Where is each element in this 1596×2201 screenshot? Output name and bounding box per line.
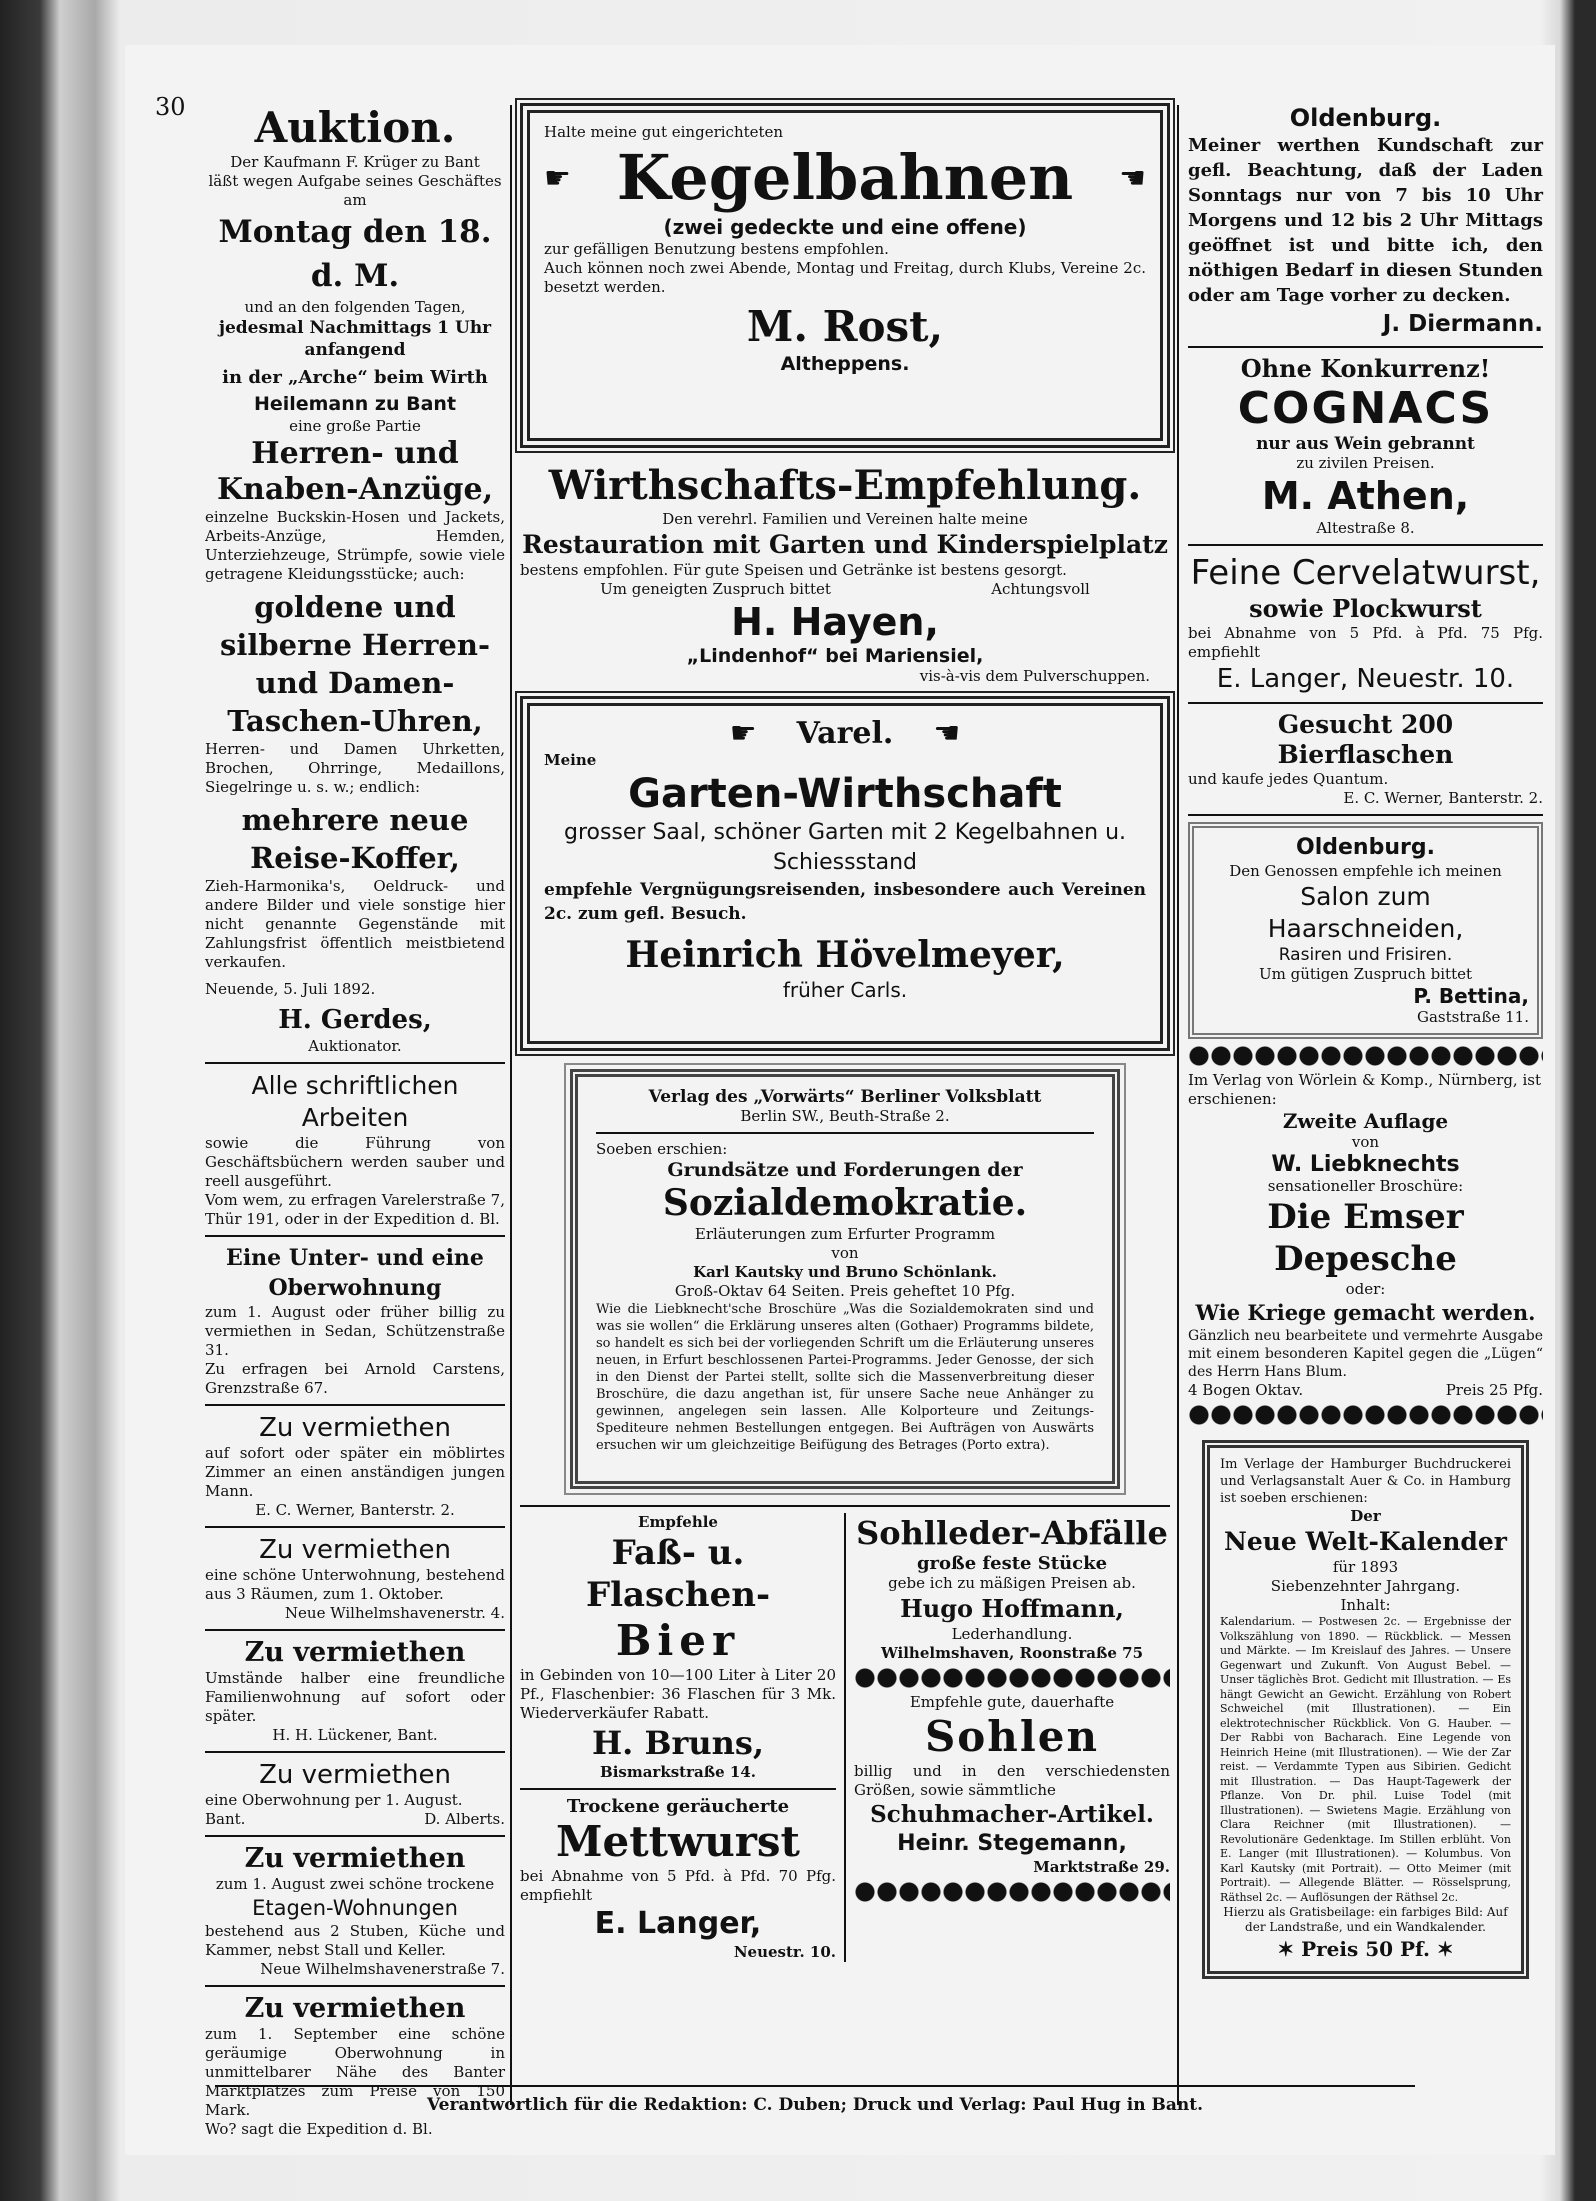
barber-line1: Den Genossen empfehle ich meinen (1229, 862, 1502, 880)
vorwaerts-title: Sozialdemokratie. (662, 1182, 1028, 1224)
vorwaerts-line4: Groß-Oktav 64 Seiten. Preis geheftet 10 Pfg. (674, 1282, 1016, 1300)
restaurant-ad (520, 462, 1170, 686)
rent-3-text: Umstände halber eine freundliche Familienwohnung auf sofort oder später. (205, 1669, 505, 1725)
varel-big: Garten-Wirthschaft (628, 771, 1062, 817)
oldenburg-shop-ad (1188, 103, 1543, 340)
restaurant-place: „Lindenhof“ bei Mariensiel, (686, 645, 984, 667)
cervelat-big: Feine Cervelatwurst, (1190, 553, 1541, 593)
bowling-sub: (zwei gedeckte und eine offene) (663, 215, 1027, 239)
varel-garden-ad (520, 696, 1170, 1051)
dot-ornament-row (854, 1881, 1170, 1903)
bottom-ads-left (520, 1513, 846, 1962)
divider (520, 1788, 836, 1790)
divider (205, 1404, 505, 1406)
apartment-1-text: zum 1. August oder früher billig zu vermiethen in Sedan, Schützenstraße 31. (205, 1303, 505, 1359)
emser-foot-a: 4 Bogen Oktav. (1188, 1381, 1304, 1399)
divider (520, 1505, 1170, 1507)
cognac-name: M. Athen, (1261, 474, 1470, 518)
calendar-body: Kalendarium. — Postwesen 2c. — Ergebnisse der Volkszählung von 1890. — Rückblick. — Messen und Märkte. — Im Kreislauf des Jahres. — Unsere Gegenwart und Zukunft. Von August Bebel. — Unser täglichès Brot. Gedicht mit Illustration. — Es hängt Gewicht an Gewicht. Erzählung von Robert Schweichel (mit Illustrationen). — Ein elektrotechnischer Rückblick. Von G. Hauber. — Der Rabbi von Bacharach. Eine Legende von Heinrich Heine (mit Illustrationen). — Wie der Zar reist. — Verdammte Typen aus Sibirien. Gedicht mit Illustration. — Das Haupt-Tagewerk der Pflanze. Von Dr. phil. Luise Todel (mit Illustrationen). — Swietens Magie. Erzählung von Clara Reichner (mit Illustrationen). — Revolutionäre Gedenktage. Im Stillen erblüht. Von E. Langer (mit Illustrationen). — Kolumbus. Von Karl Kautsky (mit Portrait). — Otto Meimer (mit Portrait). — Allegende Blätter. — Rösselsprung, Räthsel 2c. — Auflösungen der Räthsel 2c. (1220, 1615, 1511, 1904)
bowling-line1: Halte meine gut eingerichteten (544, 123, 784, 141)
restaurant-line3b: Achtungsvoll (991, 580, 1090, 598)
writing-services-ad (205, 1070, 505, 1229)
soles-big2: Schuhmacher-Artikel. (870, 1801, 1154, 1828)
calendar-ad (1202, 1440, 1529, 1979)
calendar-price-row (1220, 1935, 1511, 1963)
barber-line3: Um gütigen Zuspruch bittet (1258, 965, 1473, 983)
auction-line7: eine große Partie (289, 417, 421, 435)
calendar-line1: Im Verlage der Hamburger Buchdruckerei und Verlagsanstalt Auer & Co. in Hamburg ist soeben erschienen: (1220, 1457, 1511, 1506)
bottles-title: Gesucht 200 Bierflaschen (1277, 710, 1454, 769)
star-ornament-icon: ✶ (1277, 1937, 1302, 1961)
apartment-1-title: Eine Unter- und eine Oberwohnung (226, 1245, 484, 1301)
restaurant-line1: Den verehrl. Familien und Vereinen halte meine (662, 510, 1028, 528)
restaurant-line2: bestens empfohlen. Für gute Speisen und Getränke ist bestens gesorgt. (520, 561, 1067, 579)
auction-signature: H. Gerdes, (278, 1005, 432, 1035)
mettwurst-text: bei Abnahme von 5 Pfd. à Pfd. 70 Pfg. empfiehlt (520, 1867, 836, 1904)
bottles-wanted-ad (1188, 710, 1543, 808)
rent-1-sig: E. C. Werner, Banterstr. 2. (255, 1501, 455, 1519)
divider (1188, 702, 1543, 704)
cervelat-name: E. Langer, Neuestr. 10. (1216, 664, 1515, 694)
cognac-line2: nur aus Wein gebrannt (1256, 434, 1475, 454)
bottom-ads-row (520, 1513, 1170, 1962)
dot-ornament-row (1188, 1045, 1543, 1067)
pointing-hand-left-icon: ☚ (1119, 160, 1146, 196)
auction-heading-suitcases: mehrere neue Reise-Koffer, (241, 803, 469, 875)
auction-line4: jedesmal Nachmittags 1 Uhr anfangend (218, 318, 492, 360)
oldenburg-1-name: J. Diermann. (1382, 311, 1543, 337)
rent-5-title: Zu vermiethen (244, 1843, 466, 1874)
soles-addr: Marktstraße 29. (1033, 1858, 1170, 1876)
restaurant-title: Wirthschafts-Empfehlung. (548, 462, 1142, 509)
cognac-line3: zu zivilen Preisen. (1296, 454, 1435, 472)
auction-title: Auktion. (254, 103, 456, 152)
varel-name: Heinrich Hövelmeyer, (625, 934, 1065, 976)
restaurant-line3-row (520, 580, 1170, 599)
barber-big: Salon zum Haarschneiden, (1267, 882, 1464, 943)
auction-line10: Zieh-Harmonika's, Oeldruck- und andere Bilder und viele sonstige hier nicht genannte Gegenstände mit Zahlungsfrist öffentlich meistbietend verkaufen. (205, 877, 505, 971)
imprint-footer: Verantwortlich für die Redaktion: C. Duben; Druck und Verlag: Paul Hug in Bant. (427, 2095, 1203, 2115)
bottles-text: und kaufe jedes Quantum. (1188, 770, 1389, 788)
divider (205, 1751, 505, 1753)
bowling-line3: Auch können noch zwei Abende, Montag und Freitag, durch Klubs, Vereine 2c. besetzt werden. (544, 259, 1146, 296)
divider (205, 1235, 505, 1237)
calendar-line3: für 1893 (1332, 1558, 1399, 1576)
left-column (155, 93, 505, 2139)
calendar-big: Neue Welt-Kalender (1224, 1527, 1507, 1556)
bowling-title: Kegelbahnen (616, 141, 1074, 214)
vorwaerts-line1: Soeben erschien: (596, 1140, 728, 1158)
rent-4-place: Bant. (205, 1810, 246, 1828)
page-number: 30 (155, 93, 186, 121)
auction-heading-clothes: Herren- und Knaben-Anzüge, (216, 436, 494, 507)
column-rule-right (1177, 105, 1179, 2105)
rent-ad-6 (205, 1993, 505, 2139)
sole-leather-line1: große feste Stücke (916, 1553, 1108, 1574)
rent-4-text: eine Oberwohnung per 1. August. (205, 1791, 463, 1809)
beer-addr: Bismarkstraße 14. (600, 1763, 756, 1781)
varel-line1: Meine (544, 751, 597, 769)
emser-big2: Wie Kriege gemacht werden. (1195, 1300, 1536, 1325)
beer-name: H. Bruns, (591, 1724, 765, 1762)
auction-role: Auktionator. (308, 1037, 402, 1055)
rent-5-text: zum 1. August zwei schöne trockene (215, 1875, 495, 1893)
rent-4-title: Zu vermiethen (259, 1760, 451, 1790)
emser-text: Gänzlich neu bearbeitete und vermehrte Ausgabe mit einem besonderen Kapitel gegen die „Lügen“ des Herrn Hans Blum. (1188, 1328, 1543, 1380)
barber-title: Oldenburg. (1296, 835, 1435, 860)
bottles-sig: E. C. Werner, Banterstr. 2. (1343, 789, 1543, 807)
divider (205, 1985, 505, 1987)
rent-2-text: eine schöne Unterwohnung, bestehend aus 3 Räumen, zum 1. Oktober. (205, 1566, 505, 1603)
mettwurst-name: E. Langer, (594, 1906, 762, 1941)
cervelat-line1: sowie Plockwurst (1249, 594, 1482, 623)
auction-heading-watches: goldene und silberne Herren- und Damen-Taschen-Uhren, (220, 590, 490, 738)
rent-3-title: Zu vermiethen (244, 1637, 466, 1668)
rent-2-title: Zu vermiethen (259, 1535, 451, 1565)
emser-foot-row (1188, 1381, 1543, 1400)
vorwaerts-sub: Grundsätze und Forderungen der (667, 1159, 1023, 1181)
divider (205, 1062, 505, 1064)
writing-text: sowie die Führung von Geschäftsbüchern werden sauber und reell ausgeführt. (205, 1134, 505, 1190)
sole-leather-name: Hugo Hoffmann, (900, 1594, 1124, 1623)
rent-2-sig: Neue Wilhelmshavenerstr. 4. (284, 1604, 505, 1622)
beer-line1: Empfehle (638, 1513, 718, 1531)
vorwaerts-head: Verlag des „Vorwärts“ Berliner Volksblatt (648, 1087, 1042, 1107)
newspaper-page (125, 45, 1555, 2155)
bowling-line2: zur gefälligen Benutzung bestens empfohlen. (544, 240, 889, 258)
rent-5-big: Etagen-Wohnungen (252, 1896, 458, 1920)
mettwurst-addr: Neuestr. 10. (733, 1943, 836, 1961)
soles-big: Sohlen (924, 1712, 1100, 1761)
auction-ad (205, 103, 505, 1056)
rent-6-sig: Wo? sagt die Expedition d. Bl. (205, 2120, 433, 2138)
restaurant-name: H. Hayen, (731, 600, 939, 644)
calendar-line5: Inhalt: (1340, 1596, 1391, 1614)
cognac-ad (1188, 354, 1543, 538)
auction-place-date: Neuende, 5. Juli 1892. (205, 980, 376, 998)
rent-ad-2 (205, 1534, 505, 1623)
oldenburg-1-text: Meiner werthen Kundschaft zur gefl. Beachtung, daß der Laden Sonntags nur von 7 bis 10 Uhr Morgens und 12 bis 2 Uhr Mittags geöffnet ist und bitte ich, den nöthigen Bedarf in diesen Stunden oder am Tage vorher zu decken. (1188, 135, 1543, 306)
apartment-1-text2: Zu erfragen bei Arnold Carstens, Grenzstraße 67. (205, 1360, 505, 1397)
mettwurst-line1: Trockene geräucherte (566, 1796, 790, 1817)
auction-line8: einzelne Buckskin-Hosen und Jackets, Arbeits-Anzüge, Hemden, Unterziehzeuge, Strümpfe, sowie viele getragene Kleidungsstücke; auch: (205, 508, 505, 583)
rent-ad-4 (205, 1759, 505, 1829)
rent-5-sig: Neue Wilhelmshavenerstraße 7. (260, 1960, 505, 1978)
rent-4-sig: D. Alberts. (424, 1810, 505, 1828)
divider (205, 1526, 505, 1528)
divider (1188, 544, 1543, 546)
divider (205, 1629, 505, 1631)
rent-ad-3 (205, 1637, 505, 1745)
varel-former: früher Carls. (782, 978, 908, 1002)
auction-line6: Heilemann zu Bant (253, 393, 457, 415)
cervelat-text: bei Abnahme von 5 Pfd. à Pfd. 75 Pfg. empfiehlt (1188, 624, 1543, 661)
dot-ornament-row (1188, 1404, 1543, 1426)
oldenburg-1-title: Oldenburg. (1289, 104, 1442, 132)
rent-1-title: Zu vermiethen (259, 1413, 451, 1443)
rent-3-sig: H. H. Lückener, Bant. (272, 1726, 438, 1744)
pointing-hand-left-icon: ☚ (933, 716, 961, 751)
cognac-big: COGNACS (1237, 383, 1494, 434)
emser-depesche-ad (1188, 1071, 1543, 1400)
apartment-ad-1 (205, 1243, 505, 1398)
vorwaerts-line3: von (831, 1244, 859, 1262)
rent-6-text: zum 1. September eine schöne geräumige Oberwohnung in unmittelbarer Nähe des Banter Marktplatzes zum Preise von 150 Mark. (205, 2025, 505, 2119)
bottom-ads-right (854, 1513, 1170, 1962)
bowling-name: M. Rost, (746, 302, 944, 351)
dot-ornament-row (854, 1667, 1170, 1689)
restaurant-big: Restauration mit Garten und Kinderspielplatz (522, 530, 1168, 559)
beer-big2: Bier (615, 1616, 741, 1665)
cognac-line1: Ohne Konkurrenz! (1240, 354, 1491, 383)
sole-leather-line2: gebe ich zu mäßigen Preisen ab. (888, 1574, 1136, 1592)
writing-title: Alle schriftlichen Arbeiten (251, 1071, 459, 1132)
mettwurst-big: Mettwurst (556, 1817, 800, 1866)
right-column (1188, 103, 1543, 1979)
soles-text: billig und in den verschiedensten Größen, sowie sämmtliche (854, 1762, 1170, 1799)
vorwaerts-body: Wie die Liebknecht'sche Broschüre „Was die Sozialdemokraten sind und was sie wollen“ die Erklärung unseres alten (Gothaer) Programms bildete, so handelt es sich bei der vorliegenden Schrift um die Erläuterung unseres neuen, in Erfurt beschlossenen Partei-Programms. Jeder Genosse, der sich in den Dienst der Partei stellt, sollte sich die Massenverbreitung dieser Broschüre, die dazu angethan ist, für unsere Sache neue Anhänger zu gewinnen, angelegen sein lassen. Alle Kolporteure und Zeitungs-Spediteure nehmen Bestellungen entgegen. Bei Aufträgen von Auswärts ersuchen wir um gleichzeitige Beifügung des Betrages (Porto extra). (596, 1302, 1094, 1453)
soles-name: Heinr. Stegemann, (897, 1831, 1127, 1856)
soles-line1: Empfehle gute, dauerhafte (909, 1693, 1115, 1711)
barber-name: P. Bettina, (1413, 984, 1529, 1008)
bowling-ad (520, 103, 1170, 448)
barber-ad (1188, 822, 1543, 1039)
beer-big1: Faß- u. Flaschen- (585, 1533, 771, 1615)
calendar-line6: Hierzu als Gratisbeilage: ein farbiges Bild: Auf der Landstraße, und ein Wandkalender. (1223, 1905, 1508, 1934)
calendar-line4: Siebenzehnter Jahrgang. (1270, 1577, 1461, 1595)
auction-line3: und an den folgenden Tagen, (244, 298, 466, 316)
emser-line2: Zweite Auflage (1282, 1109, 1449, 1133)
auction-line9: Herren- und Damen Uhrketten, Brochen, Ohrringe, Medaillons, Siegelringe u. s. w.; endlich: (205, 740, 505, 796)
sole-leather-role: Lederhandlung. (951, 1625, 1073, 1643)
emser-line5: oder: (1345, 1280, 1386, 1298)
sole-leather-addr: Wilhelmshaven, Roonstraße 75 (880, 1644, 1144, 1662)
sole-leather-title: Sohlleder-Abfälle (856, 1514, 1168, 1552)
calendar-line2: Der (1350, 1507, 1381, 1525)
pointing-hand-right-icon: ☛ (544, 160, 571, 196)
mettwurst-ad (520, 1796, 836, 1962)
rent-ad-5 (205, 1843, 505, 1979)
star-ornament-icon: ✶ (1429, 1937, 1454, 1961)
cognac-addr: Altestraße 8. (1316, 519, 1415, 537)
barber-line2: Rasiren und Frisiren. (1278, 945, 1453, 965)
bowling-place: Altheppens. (780, 353, 910, 375)
auction-line1: Der Kaufmann F. Krüger zu Bant (230, 153, 480, 171)
emser-name: W. Liebknechts (1271, 1152, 1460, 1177)
varel-title: Varel. (796, 716, 894, 751)
divider (596, 1132, 1094, 1134)
auction-line5: in der „Arche“ beim Wirth (222, 367, 488, 388)
writing-text2: Vom wem, zu erfragen Varelerstraße 7, Thür 191, oder in der Expedition d. Bl. (205, 1191, 505, 1228)
restaurant-line3a: Um geneigten Zuspruch bittet (600, 580, 831, 598)
vorwaerts-addr: Berlin SW., Beuth-Straße 2. (740, 1107, 950, 1125)
divider (205, 1835, 505, 1837)
varel-line2: empfehle Vergnügungsreisenden, insbesondere auch Vereinen 2c. zum gefl. Besuch. (544, 880, 1146, 924)
beer-ad (520, 1513, 836, 1782)
auction-line2: läßt wegen Aufgabe seines Geschäftes am (208, 172, 502, 209)
emser-line3: von (1351, 1133, 1380, 1151)
rent-4-sig-row (205, 1810, 505, 1829)
rent-5-text2: bestehend aus 2 Stuben, Küche und Kammer, nebst Stall und Keller. (205, 1922, 505, 1959)
vorwaerts-book-ad (570, 1069, 1120, 1489)
middle-column (520, 103, 1170, 1962)
calendar-price: Preis 50 Pf. (1301, 1937, 1430, 1961)
barber-addr: Gaststraße 11. (1416, 1008, 1529, 1026)
rent-6-title: Zu vermiethen (244, 1993, 466, 2024)
divider (1188, 814, 1543, 816)
restaurant-place2: vis-à-vis dem Pulverschuppen. (919, 667, 1150, 685)
emser-line4: sensationeller Broschüre: (1267, 1177, 1464, 1195)
divider (1188, 346, 1543, 348)
pointing-hand-right-icon: ☛ (729, 716, 757, 751)
emser-line1: Im Verlag von Wörlein & Komp., Nürnberg, ist erschienen: (1188, 1071, 1541, 1108)
auction-date: Montag den 18. d. M. (218, 214, 492, 294)
soles-ad (854, 1693, 1170, 1877)
footer-rule (215, 2085, 1415, 2087)
column-rule-left (510, 105, 512, 2105)
emser-foot-b: Preis 25 Pfg. (1445, 1381, 1543, 1399)
vorwaerts-line2: Erläuterungen zum Erfurter Programm (694, 1225, 996, 1243)
cervelat-ad (1188, 552, 1543, 696)
rent-1-text: auf sofort oder später ein möblirtes Zimmer an einen anständigen jungen Mann. (205, 1444, 505, 1500)
vorwaerts-authors: Karl Kautsky und Bruno Schönlank. (693, 1263, 997, 1281)
beer-text: in Gebinden von 10—100 Liter à Liter 20 Pf., Flaschenbier: 36 Flaschen für 3 Mk. Wiederverkäufer Rabatt. (520, 1666, 836, 1722)
rent-ad-1 (205, 1412, 505, 1520)
varel-sub: grosser Saal, schöner Garten mit 2 Kegelbahnen u. Schiessstand (563, 820, 1127, 875)
sole-leather-ad (854, 1513, 1170, 1663)
emser-big: Die Emser Depesche (1267, 1197, 1464, 1279)
